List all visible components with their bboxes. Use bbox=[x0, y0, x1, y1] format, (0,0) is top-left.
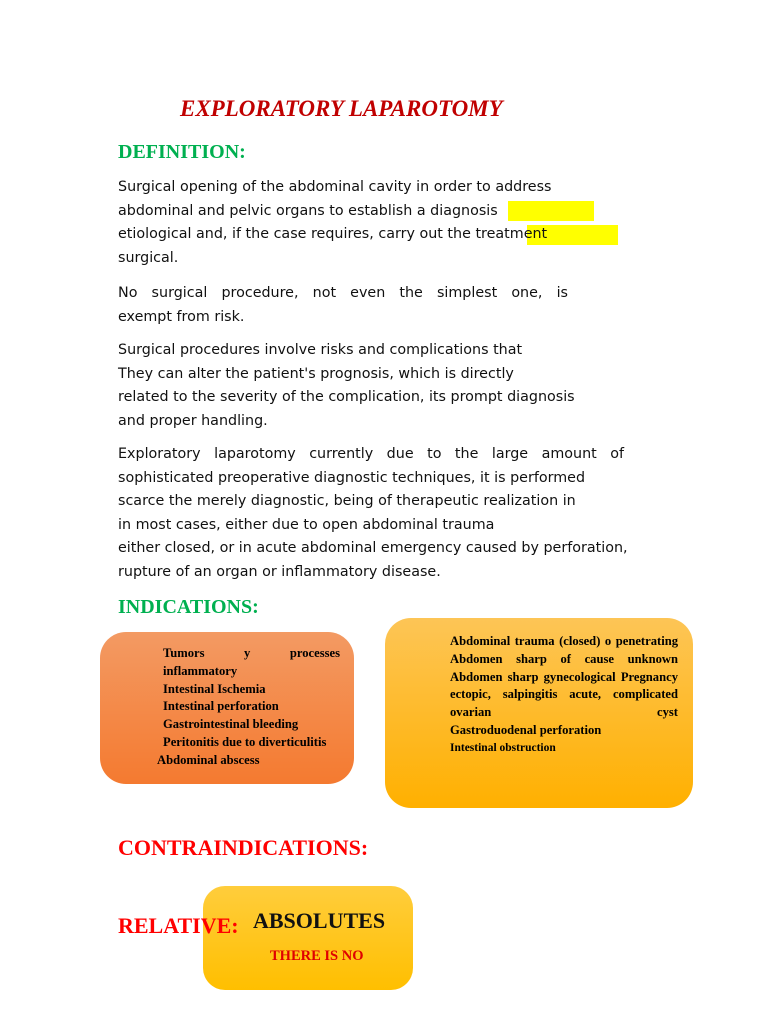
indications-list-right bbox=[428, 633, 678, 758]
list-item bbox=[141, 645, 340, 681]
definition-paragraph-3 bbox=[118, 339, 628, 433]
list-item bbox=[428, 651, 678, 669]
list-item-text: Intestinal Ischemia bbox=[163, 681, 266, 696]
list-item bbox=[428, 669, 678, 722]
list-item-text: Tumors y processes inflammatory bbox=[163, 646, 340, 678]
text-line: either closed, or in acute abdominal emergency caused by perforation, bbox=[118, 540, 628, 556]
list-item bbox=[141, 698, 340, 716]
text-line: in most cases, either due to open abdominal trauma bbox=[118, 516, 495, 533]
text-line: rupture of an organ or inflammatory disease. bbox=[118, 563, 441, 580]
list-item bbox=[141, 734, 340, 752]
list-item bbox=[428, 633, 678, 651]
list-item bbox=[141, 716, 340, 734]
definition-paragraph-4 bbox=[118, 443, 628, 584]
text-line: Exploratory laparotomy currently due to the large amount of bbox=[118, 446, 624, 462]
text-line: scarce the merely diagnostic, being of therapeutic realization in bbox=[118, 493, 576, 509]
absolutes-title: ABSOLUTES bbox=[253, 908, 386, 933]
text-line: No surgical procedure, not even the simplest one, is bbox=[118, 285, 568, 301]
relative-heading: RELATIVE: bbox=[118, 913, 239, 938]
text-line: sophisticated preoperative diagnostic techniques, it is performed bbox=[118, 469, 586, 486]
absolutes-text: THERE IS NO bbox=[270, 948, 364, 964]
text-line: and proper handling. bbox=[118, 412, 268, 429]
indications-heading: INDICATIONS: bbox=[118, 596, 259, 618]
indications-list-left bbox=[141, 645, 340, 770]
list-item-text: Abdomen sharp gynecological Pregnancy ectopic, salpingitis acute, complicated ovarian cyst bbox=[450, 669, 678, 720]
list-item-text: Peritonitis due to diverticulitis bbox=[163, 734, 327, 749]
text-line: Surgical procedures involve risks and complications that bbox=[118, 342, 523, 358]
list-item bbox=[428, 722, 678, 740]
list-item-text: Gastrointestinal bleeding bbox=[163, 717, 299, 732]
text-line: exempt from risk. bbox=[118, 308, 245, 325]
list-item bbox=[428, 740, 678, 758]
list-item-text: Gastroduodenal perforation bbox=[450, 722, 602, 737]
list-item-text: Abdominal trauma (closed) o penetrating bbox=[450, 634, 678, 648]
list-item-text: Abdominal abscess bbox=[157, 752, 260, 767]
list-item bbox=[141, 752, 340, 770]
definition-heading: DEFINITION: bbox=[118, 141, 246, 163]
text-line: related to the severity of the complication, its prompt diagnosis bbox=[118, 389, 575, 405]
text-line: etiological and, if the case requires, carry out the treatment bbox=[118, 226, 548, 242]
document-title: EXPLORATORY LAPAROTOMY bbox=[180, 96, 503, 121]
contraindications-heading: CONTRAINDICATIONS: bbox=[118, 835, 369, 860]
text-line: abdominal and pelvic organs to establish a diagnosis bbox=[118, 202, 498, 219]
list-item-text: Intestinal obstruction bbox=[450, 741, 556, 754]
list-item-text: Intestinal perforation bbox=[163, 699, 279, 714]
definition-paragraph-2 bbox=[118, 282, 568, 329]
definition-paragraph-1 bbox=[118, 176, 588, 270]
text-line: surgical. bbox=[118, 249, 179, 266]
text-line: They can alter the patient's prognosis, which is directly bbox=[118, 365, 514, 382]
text-line: Surgical opening of the abdominal cavity in order to address bbox=[118, 179, 552, 195]
list-item bbox=[141, 681, 340, 699]
list-item-text: Abdomen sharp of cause unknown bbox=[450, 651, 678, 666]
